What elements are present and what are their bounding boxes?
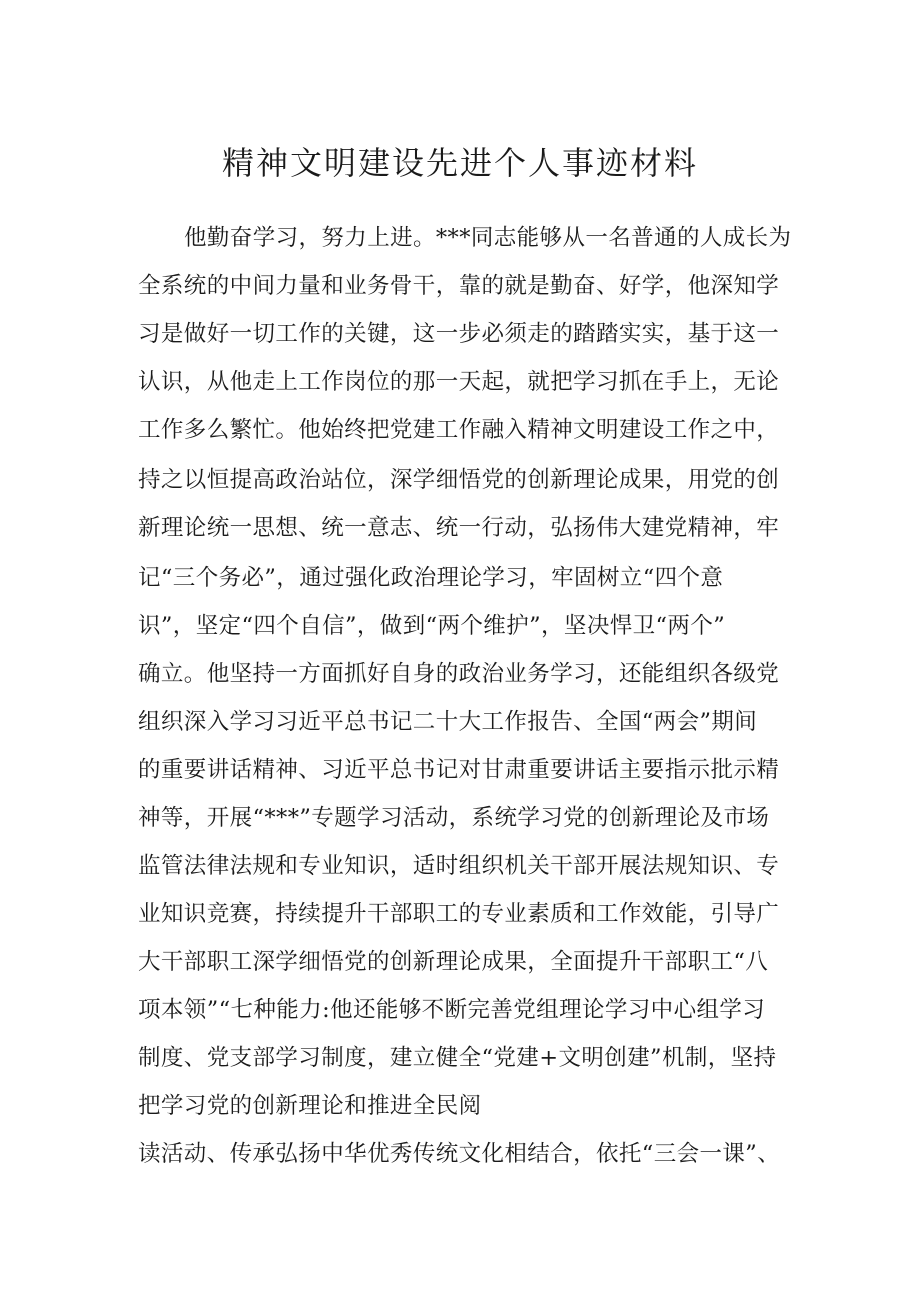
paragraph-line: 把学习党的创新理论和推进全民阅 xyxy=(138,1093,482,1119)
paragraph-line: 确立。他坚持一方面抓好自身的政治业务学习，还能组织各级党 xyxy=(138,661,780,687)
paragraph-line: 他勤奋学习，努力上进。***同志能够从一名普通的人成长为 xyxy=(184,225,792,251)
paragraph-line: 持之以恒提高政治站位，深学细悟党的创新理论成果，用党的创 xyxy=(138,467,780,493)
paragraph-line: 的重要讲话精神、习近平总书记对甘肃重要讲话主要指示批示精 xyxy=(138,757,780,783)
paragraph-line: 新理论统一思想、统一意志、统一行动，弘扬伟大建党精神，牢 xyxy=(138,515,780,541)
paragraph-line: 大干部职工深学细悟党的创新理论成果，全面提升干部职工“八 xyxy=(138,949,769,975)
paragraph-line: 全系统的中间力量和业务骨干，靠的就是勤奋、好学，他深知学 xyxy=(138,273,780,299)
paragraph-line: 识”，坚定“四个自信”，做到“两个维护”，坚决悍卫“两个” xyxy=(138,613,726,639)
paragraph-line: 制度、党支部学习制度，建立健全“党建+文明创建”机制，坚持 xyxy=(138,1045,777,1071)
paragraph-line: 神等，开展“***”专题学习活动，系统学习党的创新理论及市场 xyxy=(138,805,770,831)
paragraph-line: 认识，从他走上工作岗位的那一天起，就把学习抓在手上，无论 xyxy=(138,369,780,395)
paragraph-line: 记“三个务必”，通过强化政治理论学习，牢固树立“四个意 xyxy=(138,565,724,591)
document-title: 精神文明建设先进个人事迹材料 xyxy=(221,144,698,182)
paragraph-line: 项本领”“七种能力:他还能够不断完善党组理论学习中心组学习 xyxy=(138,997,766,1023)
paragraph-line: 组织深入学习习近平总书记二十大工作报告、全国“两会”期间 xyxy=(138,709,758,735)
paragraph-line: 读活动、传承弘扬中华优秀传统文化相结合，依托“三会一课”、 xyxy=(138,1141,781,1167)
paragraph-line: 监管法律法规和专业知识，适时组织机关干部开展法规知识、专 xyxy=(138,853,780,879)
paragraph-line: 工作多么繁忙。他始终把党建工作融入精神文明建设工作之中， xyxy=(138,417,780,443)
paragraph-line: 习是做好一切工作的关键，这一步必须走的踏踏实实，基于这一 xyxy=(138,321,780,347)
paragraph-line: 业知识竞赛，持续提升干部职工的专业素质和工作效能，引导广 xyxy=(138,901,780,927)
